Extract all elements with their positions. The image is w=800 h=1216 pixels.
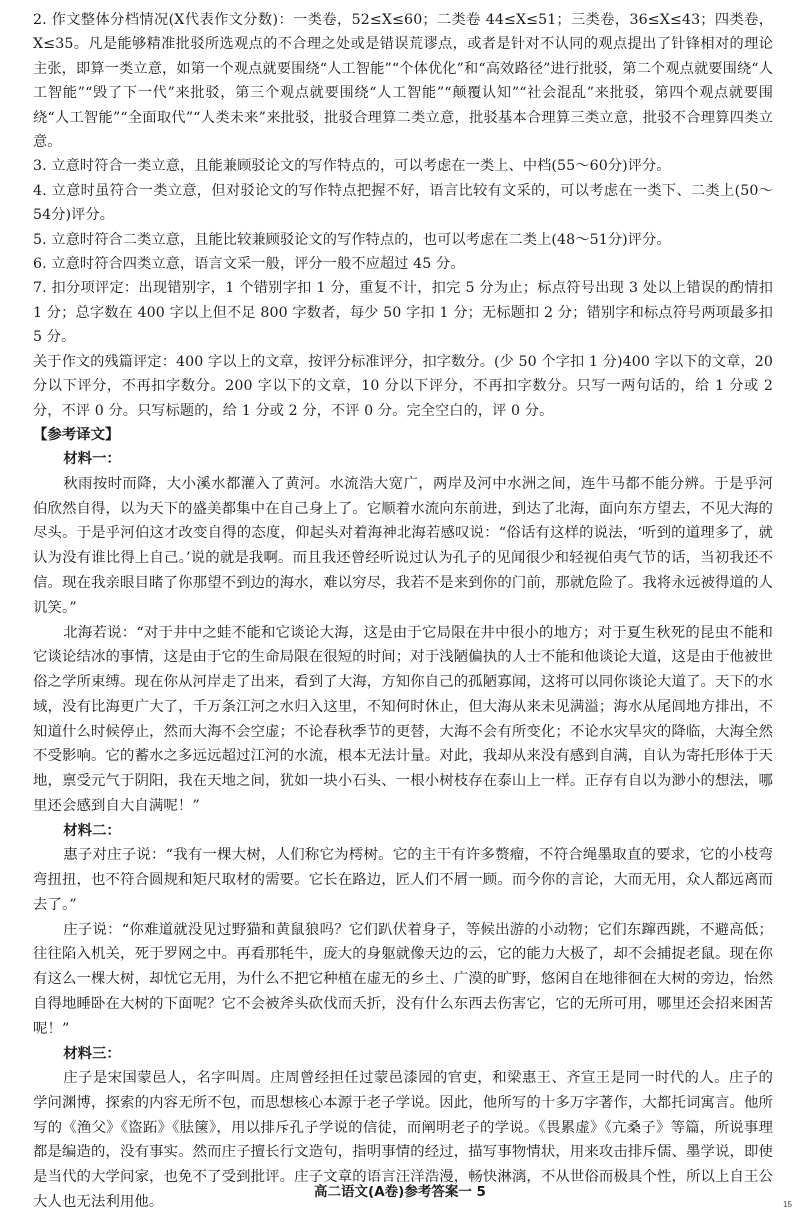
answer-page — [33, 8, 773, 1215]
material-2-title: 材料二： — [63, 822, 121, 839]
material-3-title: 材料三： — [63, 1045, 121, 1062]
scoring-item-2: 2. 作文整体分档情况(X代表作文分数)：一类卷，52≤X≤60；二类卷 44≤X≤51；三类卷，36≤X≤43；四类卷，X≤35。凡是能够精准批驳所选观点的不合理之处或是错误荒谬点，或者是针对不认同的观点提出了针锋相对的理论主张，即算一类立意，如第一个观点就要围绕“人工智能”“个体优化”和“高效路径”进行批驳，第二个观点就要围绕“人工智能”“毁了下一代”来批驳，第三个观点就要围绕“人工智能”“颠覆认知”“社会混乱”来批驳，第四个观点就要围绕“人工智能”“全面取代”“人类未来”来批驳，批驳合理算二类立意，批驳基本合理算三类立意，批驳不合理算四类立意。 — [33, 12, 773, 151]
scoring-section — [33, 8, 773, 423]
translation-section — [33, 423, 773, 1215]
translation-heading: 【参考译文】 — [33, 426, 120, 443]
scoring-item-4: 4. 立意时虽符合一类立意，但对驳论文的写作特点把握不好，语言比较有文采的，可以考虑在一类下、二类上(50～54分)评分。 — [33, 182, 773, 224]
material-1-paragraph: 北海若说：“对于井中之蛙不能和它谈论大海，这是由于它局限在井中很小的地方；对于夏生秋死的昆虫不能和它谈论结冰的事情，这是由于它的生命局限在很短的时间；对于浅陋偏执的人士不能和他谈论大道，这是由于他被世俗之学所束缚。现在你从河岸走了出来，看到了大海，方知你自己的孤陋寡闻，这将可以同你谈论大道了。天下的水域，没有比海更广大了，千万条江河之水归入这里，不知何时休止，但大海从来未见满溢；海水从尾闾地方排出，不知道什么时候停止，然而大海不会空虚；不论春秋季节的更替，大海不会有所变化；不论水灾旱灾的降临，大海全然不受影响。它的蓄水之多远远超过江河的水流，根本无法计量。对此，我却从来没有感到自满，自认为寄托形体于天地，禀受元气于阴阳，我在天地之间，犹如一块小石头、一根小树枝存在泰山上一样。正存有自以为渺小的想法，哪里还会感到自大自满呢！” — [33, 624, 773, 815]
scoring-item-5: 5. 立意时符合二类立意，且能比较兼顾驳论文的写作特点的，也可以考虑在二类上(48～51分)评分。 — [33, 231, 671, 248]
scoring-item-7: 7. 扣分项评定：出现错别字，1 个错别字扣 1 分，重复不计，扣完 5 分为止；标点符号出现 3 处以上错误的酌情扣 1 分；总字数在 400 字以上但不足 800 字数者，每少 50 字扣 1 分；无标题扣 2 分；错别字和标点符号两项最多扣 5 分。 — [33, 280, 773, 346]
scoring-item-6: 6. 立意时符合四类立意，语言文采一般，评分一般不应超过 45 分。 — [33, 256, 465, 273]
material-3-paragraph: 庄子是宋国蒙邑人，名字叫周。庄周曾经担任过蒙邑漆园的官吏，和梁惠王、齐宣王是同一时代的人。庄子的学问渊博，探索的内容无所不包，而思想核心本源于老子学说。因此，他所写的十多万字著作，大都托词寓言。他所写的《渔父》《盗跖》《胠箧》，用以排斥孔子学说的信徒，而阐明老子的学说。《畏累虚》《亢桑子》等篇，所说事理都是编造的，没有事实。然而庄子擅长行文造句，指明事情的经过，描写事物情状，用来攻击排斥儒、墨学说，即使是当代的大学问家，也免不了受到批评。庄子文章的语言汪洋浩漫，畅快淋漓，不从世俗而极具个性，所以上自王公大人也无法利用他。 — [33, 1070, 773, 1211]
page-number: 15 — [783, 1200, 792, 1209]
material-1-paragraph: 秋雨按时而降，大小溪水都灌入了黄河。水流浩大宽广，两岸及河中水洲之间，连牛马都不能分辨。于是乎河伯欣然自得，以为天下的盛美都集中在自己身上了。它顺着水流向东前进，到达了北海，面向东方望去，不见大海的尽头。于是乎河伯这才改变自得的态度，仰起头对着海神北海若感叹说：“俗话有这样的说法，‘听到的道理多了，就认为没有谁比得上自己。’说的就是我啊。而且我还曾经听说过认为孔子的见闻很少和轻视伯夷气节的话，当初我还不信。现在我亲眼目睹了你那望不到边的海水，难以穷尽，我若不是来到你的门前，那就危险了。我将永远被得道的人讥笑。” — [33, 475, 773, 616]
page-footer: 高二语文(A卷)参考答案一 5 — [314, 1184, 486, 1200]
material-2-paragraph: 庄子说：“你难道就没见过野猫和黄鼠狼吗？它们趴伏着身子，等候出游的小动物；它们东蹿西跳，不避高低；往往陷入机关，死于罗网之中。再看那牦牛，庞大的身躯就像天边的云，它的能力大极了，却不会捕捉老鼠。现在你有这么一棵大树，却忧它无用，为什么不把它种植在虚无的乡土、广漠的旷野，悠闲自在地徘徊在大树的旁边，怡然自得地睡卧在大树的下面呢？它不会被斧头砍伐而夭折，没有什么东西去伤害它，它的无所可用，哪里还会招来困苦呢！” — [33, 921, 773, 1037]
material-1-title: 材料一： — [63, 451, 121, 468]
scoring-item-3: 3. 立意时符合一类立意，且能兼顾驳论文的写作特点的，可以考虑在一类上、中档(55～60分)评分。 — [33, 158, 671, 175]
material-2-paragraph: 惠子对庄子说：“我有一棵大树，人们称它为樗树。它的主干有许多赘瘤，不符合绳墨取直的要求，它的小枝弯弯扭扭，也不符合圆规和矩尺取材的需要。它长在路边，匠人们不屑一顾。而今你的言论，大而无用，众人都远离而去了。” — [33, 847, 773, 913]
incomplete-essay-rule: 关于作文的残篇评定：400 字以上的文章，按评分标准评分，扣字数分。(少 50 个字扣 1 分)400 字以下的文章，20 分以下评分，不再扣字数分。200 字以下的文章，10 分以下评分，不再扣字数分。只写一两句话的，给 1 分或 2 分，不评 0 分。只写标题的，给 1 分或 2 分，不评 0 分。完全空白的，评 0 分。 — [33, 353, 773, 419]
